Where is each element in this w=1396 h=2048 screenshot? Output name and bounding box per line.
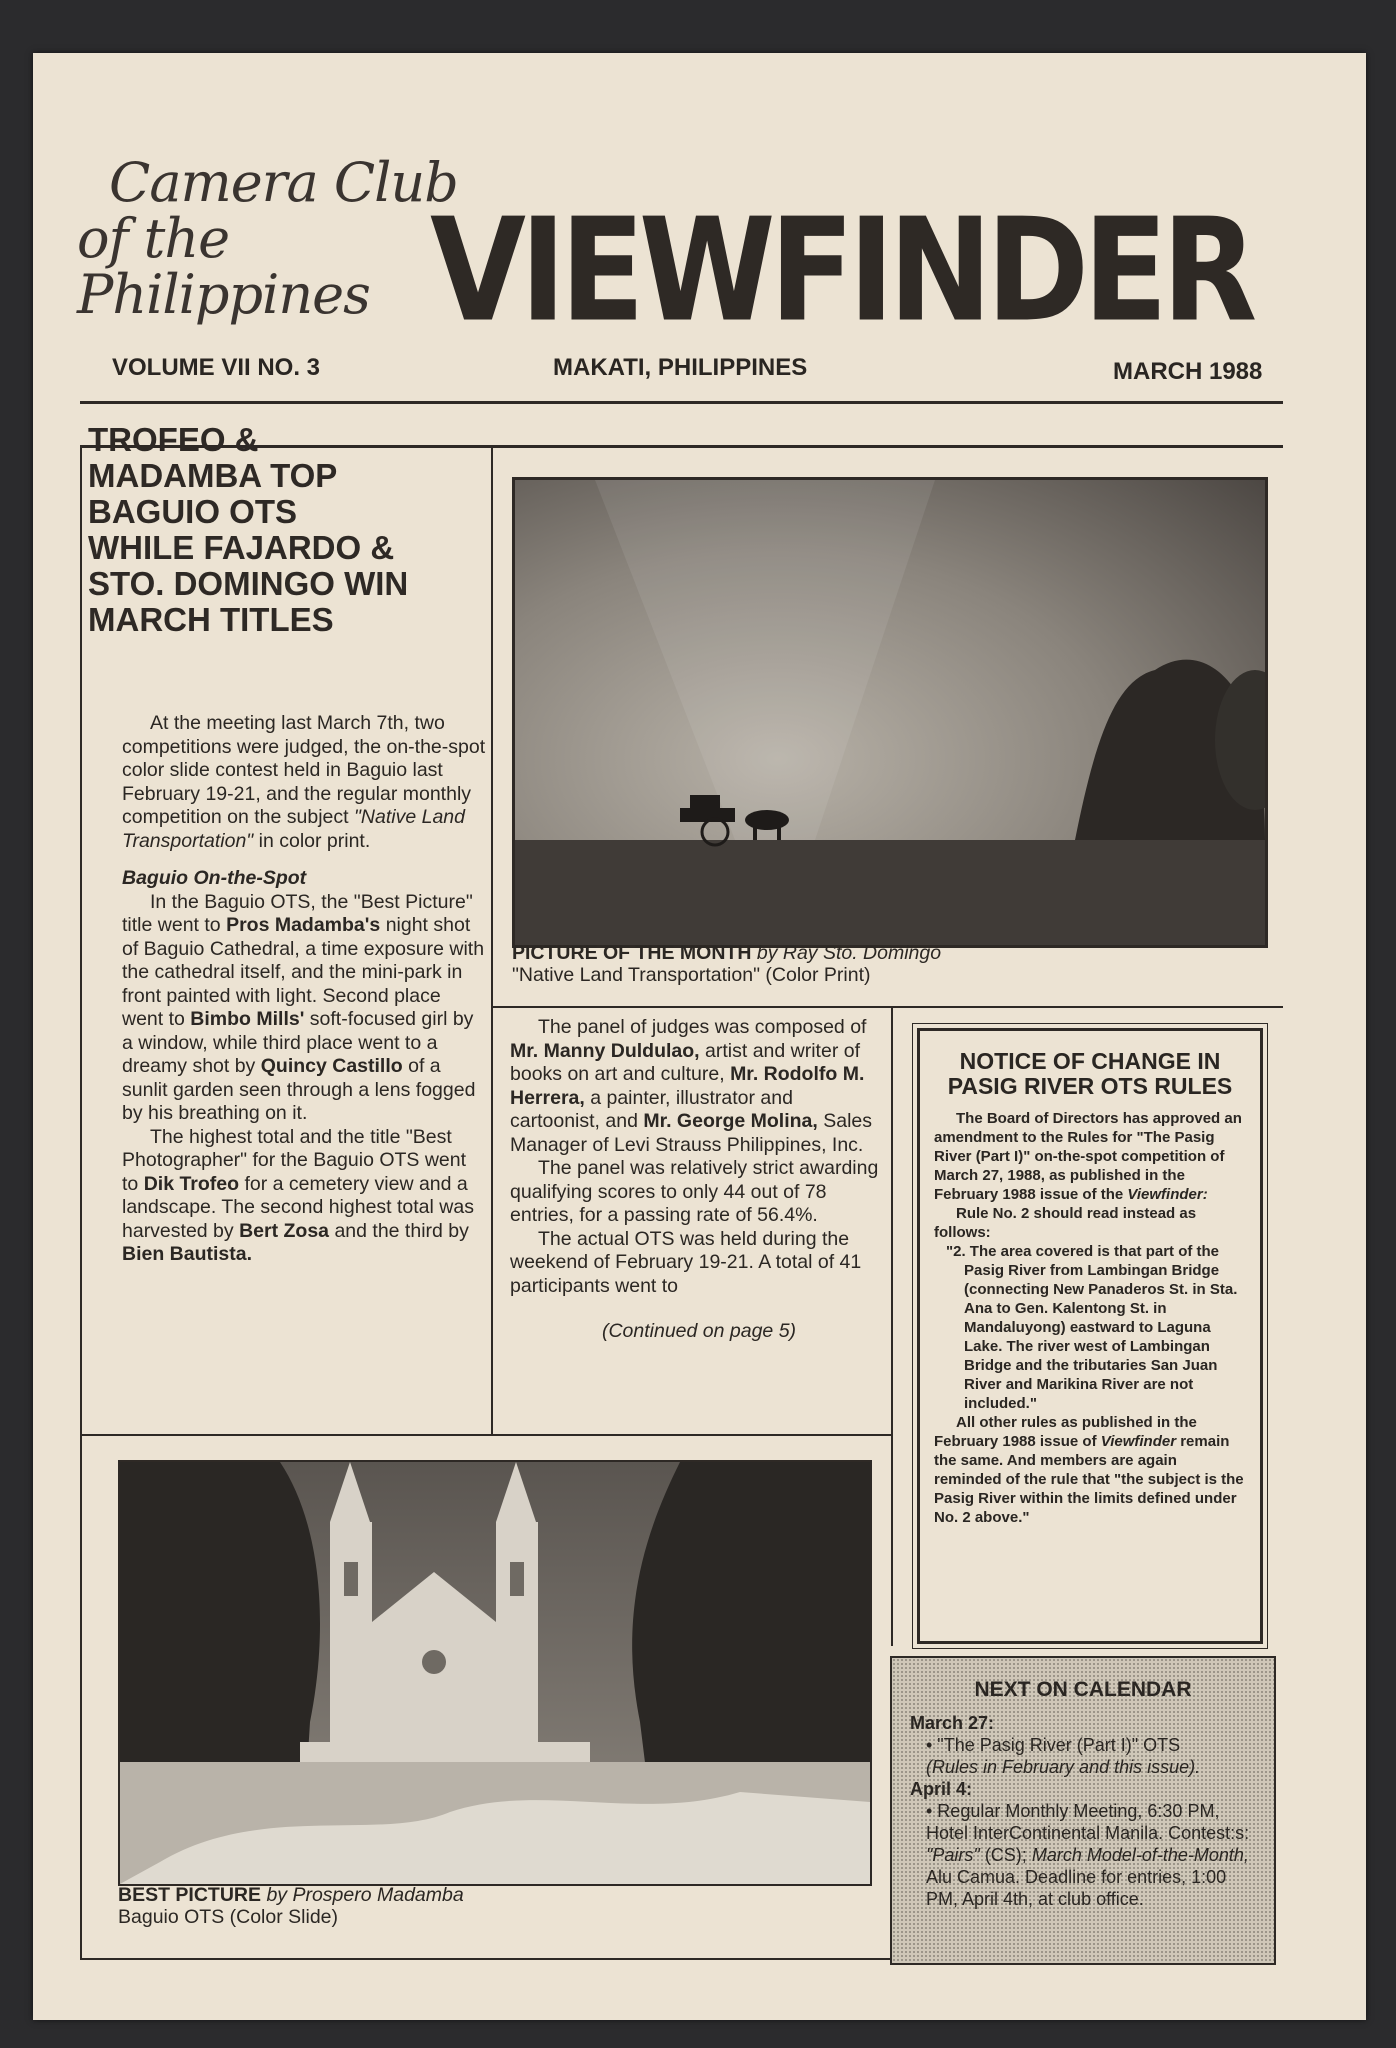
headline-line: WHILE FAJARDO & [88,529,395,566]
left-border [80,446,82,1960]
notice-rule: "2. The area covered is that part of the Pasig River from Lambingan Bridge (connecting New Panaderos St. in Sta. Ana to Gen. Kalentong St. in Mandaluyong) eastward to Laguna Lake. The river west of Lambingan Bridge and the tributaries San Juan River and Marikina River are not included." [946,1243,1238,1412]
calendar-box [890,1656,1276,1965]
top-rule [80,401,1283,404]
notice-body [920,1099,1260,1527]
caption-label: BEST PICTURE [118,1884,262,1906]
headline-line: MARCH TITLES [88,601,334,638]
calendar-item-note: (Rules in February and this issue). [926,1757,1201,1777]
column-divider-1 [491,446,493,1434]
lead-article [122,712,486,1267]
calendar-date: April 4: [910,1779,973,1799]
calendar-item: • Regular Monthly Meeting, 6:30 PM, Hotel InterContinental Manila. Contest:s: "Pairs" (CS); March Model-of-the-Month, Alu Camua. Deadline for entries, 1:00 PM, April 4th, at club office. [926,1801,1250,1909]
photo-bottom-rule [491,1006,1283,1008]
issue-date: MARCH 1988 [1113,358,1263,385]
picture-of-month-photo [512,477,1268,948]
continued-note: (Continued on page 5) [601,1320,797,1342]
best-picture-photo [118,1460,872,1886]
notice-title [920,1049,1260,1099]
headline-line: MADAMBA TOP [88,457,338,494]
picture-of-month-caption [512,942,1262,986]
bottom-rule [80,1958,893,1960]
issue-location: MAKATI, PHILIPPINES [553,354,808,381]
volume-number: VOLUME VII NO. 3 [112,354,321,381]
club-name [77,151,467,326]
calendar-title: NEXT ON CALENDAR [974,1678,1192,1701]
best-picture-caption [118,1884,868,1928]
headline-line: BAGUIO OTS [88,493,298,530]
club-name-line2: of the Philippines [77,207,370,326]
notice-paragraph-2: Rule No. 2 should read instead as follows: [934,1205,1197,1241]
caption-label: PICTURE OF THE MONTH [512,942,752,964]
notice-title-line: NOTICE OF CHANGE IN [959,1048,1221,1074]
headline-line: STO. DOMINGO WIN [88,565,409,602]
judges-paragraph-2: The panel was relatively strict awarding qualifying scores to only 44 out of 78 entries, for a passing rate of 56.4%. [510,1157,879,1226]
calendar-item: • "The Pasig River (Part I)" OTS [926,1735,1181,1755]
lower-rule [80,1434,893,1436]
subhead-baguio: Baguio On-the-Spot [122,867,307,889]
lead-paragraph-2: In the Baguio OTS, the "Best Picture" title went to Pros Madamba's night shot of Baguio Cathedral, a time exposure with the cathedral itself, and the mini-park in front painted with light. Second place went to Bimbo Mills' soft-focused girl by a window, while third place went to a dreamy shot by Quincy Castillo of a sunlit garden seen through a lens fogged by his breathing on it. [122,890,485,1124]
caption-subtitle: "Native Land Transportation" (Color Print) [512,964,871,986]
caption-credit: by Ray Sto. Domingo [756,942,942,964]
column-divider-2 [891,1006,893,1646]
carabao-cart-image [515,480,1265,945]
issue-bar [80,348,1280,386]
newsletter-title: VIEWFINDER [430,188,1252,355]
caption-subtitle: Baguio OTS (Color Slide) [118,1906,339,1928]
notice-paragraph-3: All other rules as published in the February 1988 issue of Viewfinder remain the same. And members are again reminded of the rule that "the subject is the Pasig River within the limits defined under No. 2 above." [934,1414,1244,1526]
notice-title-line: PASIG RIVER OTS RULES [947,1073,1233,1099]
calendar-body [892,1702,1274,1910]
judges-paragraph-1: The panel of judges was composed of Mr. Manny Duldulao, artist and writer of books on art and culture, Mr. Rodolfo M. Herrera, a painter, illustrator and cartoonist, and Mr. George Molina, Sales Manager of Levi Strauss Philippines, Inc. [510,1016,872,1156]
notice-box [917,1028,1263,1644]
cathedral-image [120,1462,870,1884]
judges-article [510,1016,888,1344]
notice-paragraph-1: The Board of Directors has approved an amendment to the Rules for "The Pasig River (Part I)" on-the-spot competition of March 27, 1988, as published in the February 1988 issue of the Viewfinder: [934,1110,1242,1203]
caption-credit: by Prospero Madamba [266,1884,464,1906]
headline-line: TROFEO & [88,421,259,458]
calendar-date: March 27: [910,1713,995,1733]
judges-paragraph-3: The actual OTS was held during the weekend of February 19-21. A total of 41 participants went to [510,1227,862,1297]
club-name-line1: Camera Club [109,151,458,214]
lead-headline [88,422,488,638]
lead-paragraph-3: The highest total and the title "Best Photographer" for the Baguio OTS went to Dik Trofeo for a cemetery view and a landscape. The second highest total was harvested by Bert Zosa and the third by Bien Bautista. [122,1125,474,1265]
lead-paragraph-1: At the meeting last March 7th, two competitions were judged, the on-the-spot color slide contest held in Baguio last February 19-21, and the regular monthly competition on the subject "Native Land Transportation" in color print. [122,712,486,852]
